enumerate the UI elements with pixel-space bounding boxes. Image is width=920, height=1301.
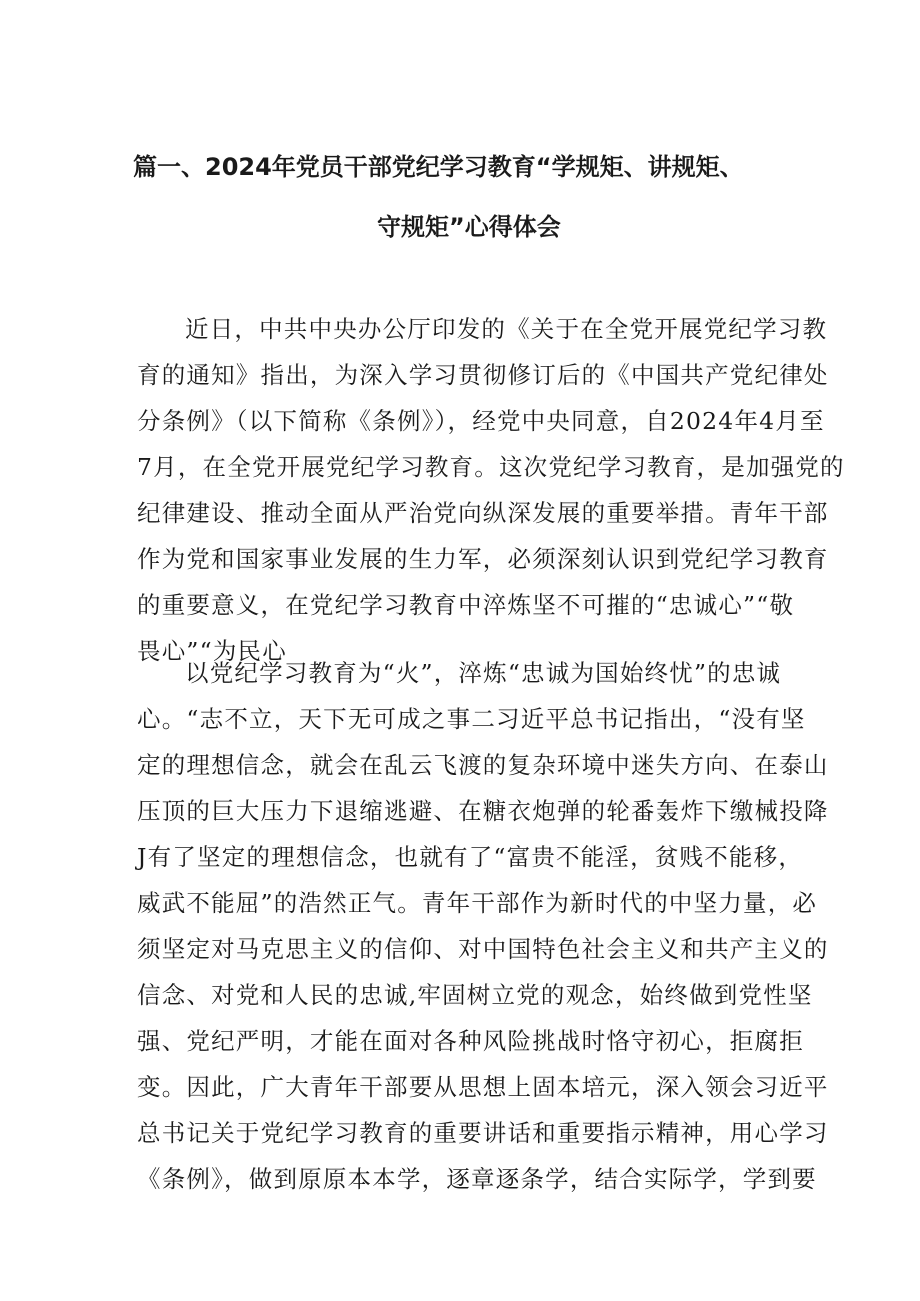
paragraph-line: 定的理想信念，就会在乱云飞渡的复杂环境中迷失方向、在泰山: [137, 751, 829, 779]
paragraph-line: 威武不能屈”的浩然正气。青年干部作为新时代的中坚力量，必: [137, 889, 818, 917]
paragraph-line: 总书记关于党纪学习教育的重要讲话和重要指示精神，用心学习: [137, 1119, 829, 1147]
paragraph-line: 压顶的巨大压力下退缩逃避、在糖衣炮弹的轮番轰炸下缴械投降: [137, 797, 829, 825]
paragraph-line: 《条例》，做到原原本本学，逐章逐条学，结合实际学，学到要: [137, 1165, 817, 1193]
paragraph-line: 分条例》（以下简称《条例》），经党中央同意，自2024年4月至: [137, 407, 825, 435]
paragraph-line: 强、党纪严明，才能在面对各种风险挑战时恪守初心，拒腐拒: [137, 1027, 804, 1055]
paragraph-line: 须坚定对马克思主义的信仰、对中国特色社会主义和共产主义的: [137, 935, 829, 963]
paragraph-line: 作为党和国家事业发展的生力军，必须深刻认识到党纪学习教育: [137, 545, 829, 573]
document-title-line-2: 守规矩”心得体会: [377, 213, 561, 241]
paragraph-2: [137, 650, 829, 1202]
paragraph-line: 育的通知》指出，为深入学习贯彻修订后的《中国共产党纪律处: [137, 361, 829, 389]
paragraph-line: 近日，中共中央办公厅印发的《关于在全党开展党纪学习教: [185, 315, 828, 343]
paragraph-line: 的重要意义，在党纪学习教育中淬炼坚不可摧的“忠诚心”“敬: [137, 591, 795, 619]
paragraph-line: 变。因此，广大青年干部要从思想上固本培元，深入领会习近平: [137, 1073, 829, 1101]
paragraph-line: 心。“志不立，天下无可成之事二习近平总书记指出，“没有坚: [137, 705, 806, 733]
paragraph-line: 畏心”“为民心: [137, 637, 287, 665]
paragraph-line: J有了坚定的理想信念，也就有了“富贵不能淫，贫贱不能移，: [137, 843, 804, 871]
paragraph-line: 信念、对党和人民的忠诚,牢固树立党的观念，始终做到党性坚: [137, 981, 813, 1009]
paragraph-line: 纪律建设、推动全面从严治党向纵深发展的重要举措。青年干部: [137, 499, 829, 527]
paragraph-1: [137, 306, 845, 674]
document-title-line-1: 篇一、2024年党员干部党纪学习教育“学规矩、讲规矩、: [133, 153, 744, 181]
paragraph-line: 7月，在全党开展党纪学习教育。这次党纪学习教育，是加强党的: [137, 453, 845, 481]
paragraph-line: 以党纪学习教育为“火”，淬炼“忠诚为国始终忧”的忠诚: [185, 659, 782, 687]
